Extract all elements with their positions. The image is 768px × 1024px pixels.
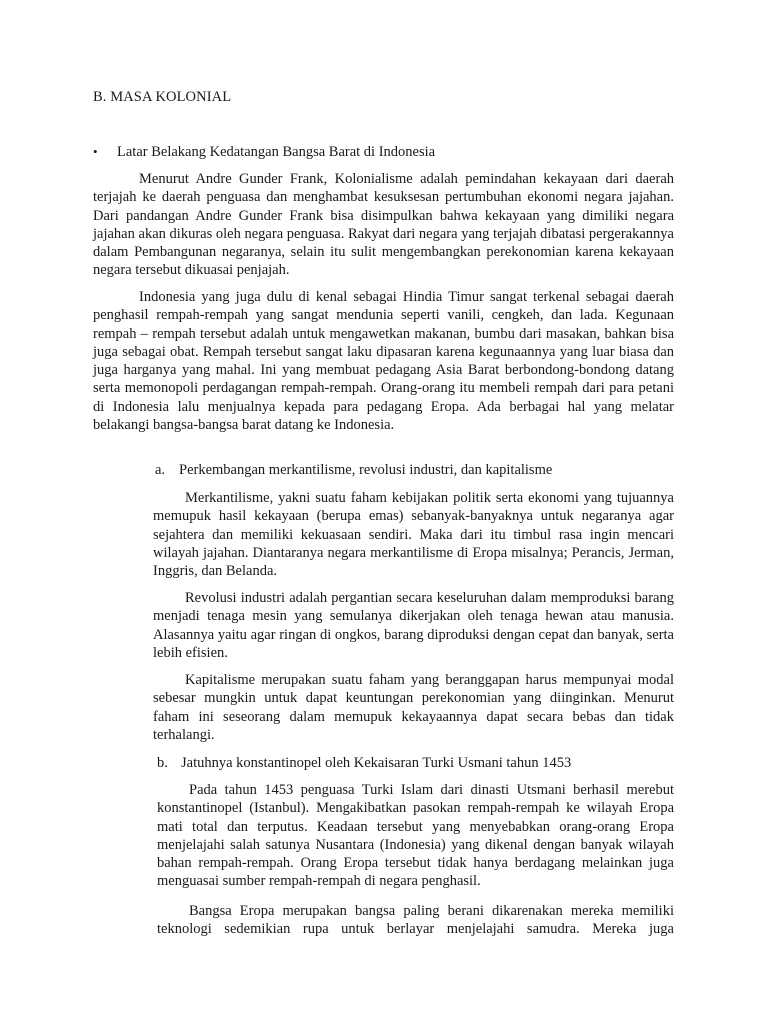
bullet-item <box>93 143 435 161</box>
subsection-title: Perkembangan merkantilisme, revolusi industri, dan kapitalisme <box>179 462 553 478</box>
paragraph-hindia-timur <box>93 288 674 434</box>
paragraph-text: Menurut Andre Gunder Frank, Kolonialisme adalah pemindahan kekayaan dari daerah terjajah ke daerah penguasa dan menghambat kesuksesan pertumbuhan ekonomi negara jajahan. Dari pandangan Andre Gunder Frank bisa disimpulkan bahwa kekayaan yang dimiliki negara jajahan akan dikuras oleh negara penguasa. Rakyat dari negara yang terjajah dibatasi pergerakannya dalam Pembangunan negaranya, selain itu sulit mengembangkan perekonomian karena kekayaan negara tersebut dikuasai penjajah. <box>93 171 674 279</box>
paragraph-text: Pada tahun 1453 penguasa Turki Islam dari dinasti Utsmani berhasil merebut konstantinopel (Istanbul). Mengakibatkan pasokan rempah-rempah ke wilayah Eropa mati total dan terputus. Keadaan tersebut yang menyebabkan orang-orang Eropa menjelajahi salah satunya Nusantara (Indonesia) yang dikenal dengan banyak wilayah bahan rempah-rempah. Orang Eropa tersebut tidak hanya berdagang melainkan juga menguasai sumber rempah-rempah di negara penghasil. <box>157 782 674 890</box>
subsection-marker: b. <box>157 755 168 771</box>
subsection-title: Jatuhnya konstantinopel oleh Kekaisaran Turki Usmani tahun 1453 <box>181 755 572 771</box>
paragraph-text: Revolusi industri adalah pergantian secara keseluruhan dalam memproduksi barang menjadi tenaga mesin yang semulanya dikerjakan oleh tenaga hewan atau manusia. Alasannya yaitu agar ringan di ongkos, barang diproduksi dengan cepat dan banyak, serta lebih efisien. <box>153 590 674 661</box>
paragraph-merkantilisme <box>153 489 674 580</box>
paragraph-kapitalisme <box>153 671 674 744</box>
paragraph-text: Kapitalisme merupakan suatu faham yang beranggapan harus mempunyai modal sebesar mungkin untuk dapat keuntungan perekonomian yang diinginkan. Menurut faham ini seseorang dalam memupuk kekayaannya dapat secara bebas dan tidak terhalangi. <box>153 672 674 743</box>
paragraph-kolonialisme <box>93 170 674 280</box>
paragraph-text: Indonesia yang juga dulu di kenal sebagai Hindia Timur sangat terkenal sebagai daerah penghasil rempah-rempah yang sangat mendunia seperti vanili, cengkeh, dan lada. Kegunaan rempah – rempah tersebut adalah untuk mengawetkan makanan, bumbu dari masakan, bahkan bisa juga sebagai obat. Rempah tersebut sangat laku dipasaran karena kegunaannya yang luar biasa dan juga harganya yang mahal. Ini yang membuat pedagang Asia Barat berbondong-bondong datang serta memonopoli perdagangan rempah-rempah. Orang-orang itu membeli rempah dari para petani di Indonesia lalu menjualnya kepada para pedagang Eropa. Ada berbagai hal yang melatar belakangi bangsa-bangsa barat datang ke Indonesia. <box>93 289 674 434</box>
subsection-a-title <box>155 461 552 479</box>
paragraph-text: Merkantilisme, yakni suatu faham kebijakan politik serta ekonomi yang tujuannya memupuk hasil kekayaan (berupa emas) sebanyak-banyaknya untuk negaranya agar sejahtera dan memiliki kekuasaan sendiri. Maka dari itu timbul rasa ingin mencari wilayah jajahan. Diantaranya negara merkantilisme di Eropa misalnya; Perancis, Jerman, Inggris, dan Belanda. <box>153 490 674 580</box>
bullet-icon: • <box>93 144 98 159</box>
paragraph-revolusi-industri <box>153 589 674 662</box>
paragraph-konstantinopel <box>157 781 674 891</box>
subsection-b-title <box>157 754 571 772</box>
section-heading: B. MASA KOLONIAL <box>93 89 232 105</box>
paragraph-bangsa-eropa <box>157 902 674 939</box>
subsection-marker: a. <box>155 462 166 478</box>
bullet-text: Latar Belakang Kedatangan Bangsa Barat di Indonesia <box>117 144 436 160</box>
paragraph-text: Bangsa Eropa merupakan bangsa paling berani dikarenakan mereka memiliki teknologi sedemikian rupa untuk berlayar menjelajahi samudra. Mereka juga <box>157 903 674 938</box>
